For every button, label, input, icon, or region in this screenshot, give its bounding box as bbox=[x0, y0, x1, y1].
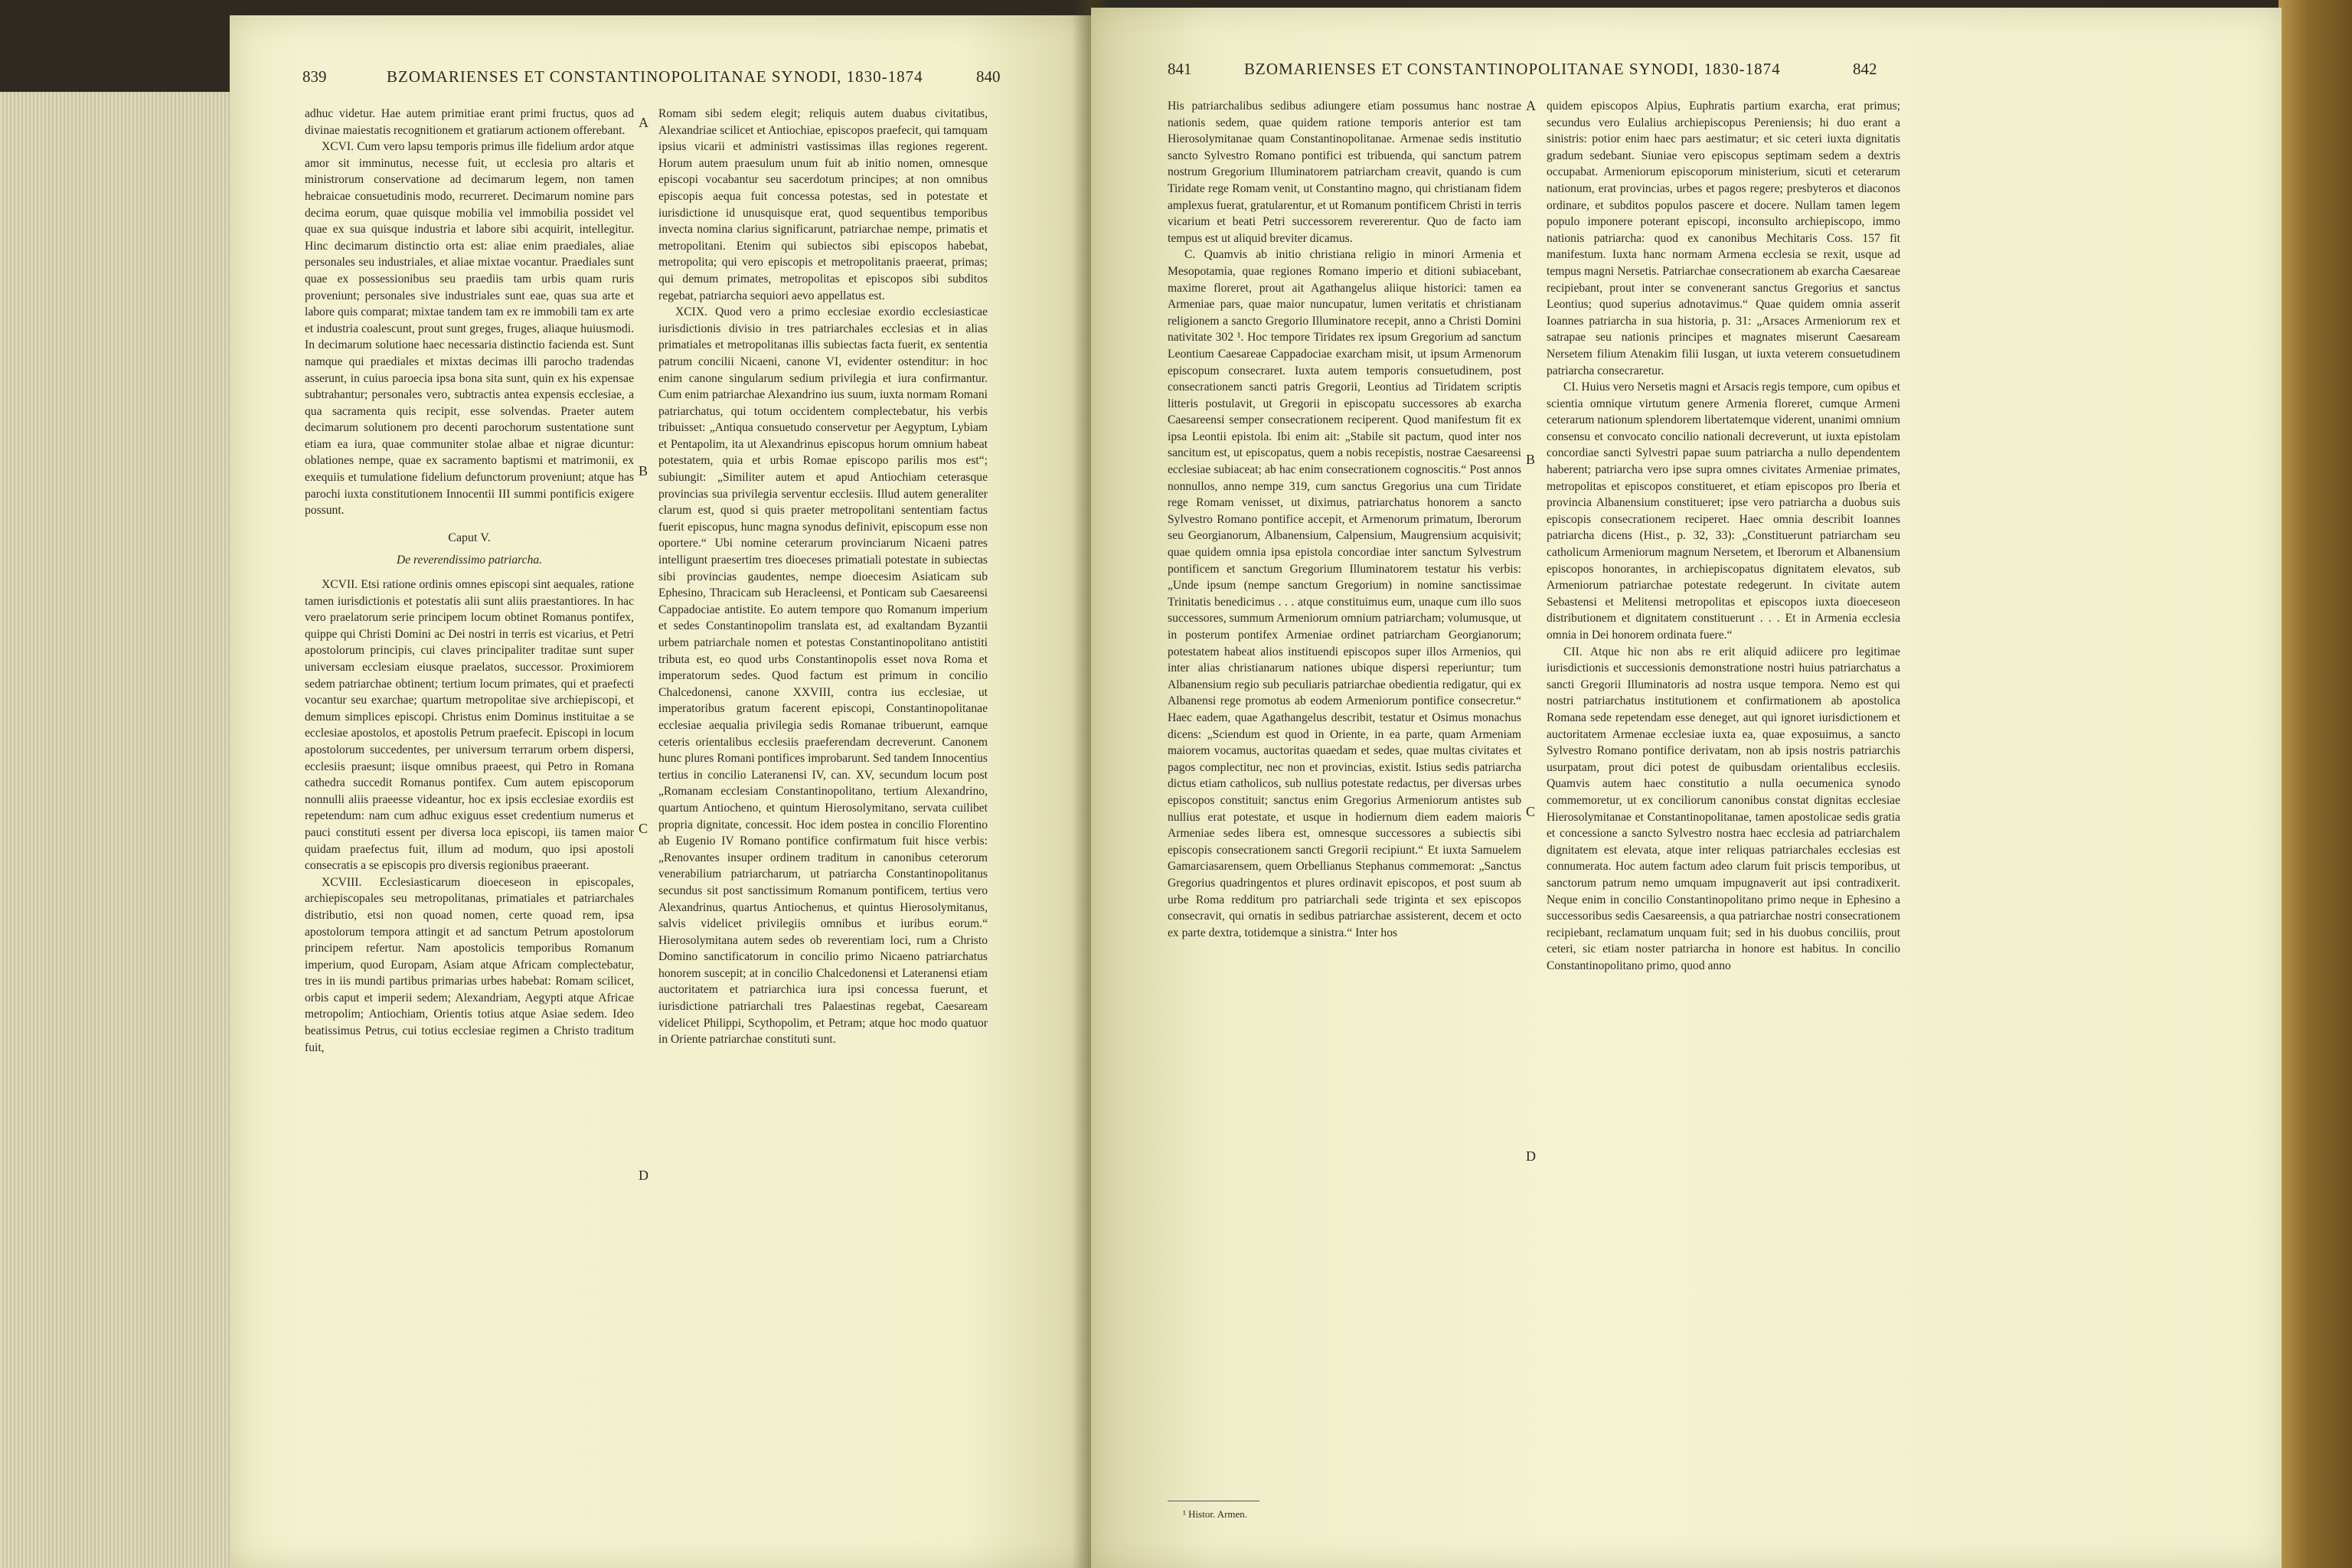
running-header-right: BZOMARIENSES ET CONSTANTINOPOLITANAE SYNODI, 1830-1874 bbox=[1244, 60, 1781, 78]
paragraph: adhuc videtur. Hae autem primitiae erant primi fructus, quos ad divinae maiestatis recognitionem et gratiarum actionem offerebant. bbox=[305, 107, 634, 137]
margin-marker-d: D bbox=[1526, 1148, 1536, 1164]
margin-marker-d: D bbox=[639, 1168, 648, 1183]
margin-marker-c: C bbox=[1526, 804, 1536, 819]
paragraph: quidem episcopos Alpius, Euphratis partium exarcha, erat primus; secundus vero Eulalius archiepiscopus Pereniensis; hi duo erant a sinistris: potior enim haec pars aestimatur; et sic ceteri iuxta dignitatis gradum sedebant. Siuniae vero episcopus septimam sedem a dextris occupabat. Armeniorum episcoporum ministerium, sicuti et ceterarum nationum, erat provincias, urbes et pagos regere; presbyteros et diaconos ordinare, et subditos populos pascere et docere. Nullam tamen legem populo imponere poterant episcopi, inconsulto archiepiscopo, immo nationis patriarcha: quod ex canonibus Mechitaris Coss. 157 fit manifestum. Iuxta hanc normam Armena ecclesia se rexit, usque ad tempus magni Nersetis. Patriarchae consecrationem ab exarcha Caesareae recipiebant, prout inter se convenerant sanctus Gregorius et sanctus Leontius; quod superius adnotavimus.“ Quae quidem omnia asserit Ioannes patriarcha in sua historia, p. 31: „Arsaces Armeniorum rex et satrapae seu nationis principes et magnates miserunt Caesaream Nersetem filium Atenakim filii Iusgan, ut iuxta veterem consuetudinem patriarcha consecraretur. bbox=[1547, 100, 1900, 377]
right-page bbox=[1091, 8, 2282, 1568]
column-text-block bbox=[305, 106, 634, 519]
margin-marker-b: B bbox=[639, 463, 648, 479]
right-page-column-2 bbox=[1547, 98, 1900, 974]
left-page-column-1 bbox=[305, 106, 634, 1056]
paragraph: XCVII. Etsi ratione ordinis omnes episcopi sint aequales, ratione tamen iurisdictionis et potestatis alii sunt aliis praestantiores. In hac vero praelatorum serie principem locum obtinet Romanus pontifex, quippe qui Christi Domini ac Dei nostri in terris est vicarius, et Petri apostolorum principis, cui claves principaliter traditae sunt super universam ecclesiam eiusque praelatos, successor. Proximiorem sedem patriarchae obtinent; tertium locum primates, qui et praefecti vocantur seu exarchae; quartum metropolitae sive archiepiscopi, et demum simplices episcopi. Christus enim Dominus instituitae a se ecclesiae apostolos, et apostolis Petrum praefecit. Episcopi in locum apostolorum succedentes, per universum terrarum orbem dispersi, ecclesiis praesunt; iisque omnibus praeest, qui Petro in Romana cathedra succedit Romanus pontifex. Cum autem episcoporum nonnulli aliis praeesse videantur, hoc ex ipsis ecclesiae exordiis est repetendum: nam cum adhuc exiguus esset credentium numerus et pauci constituti essent per diversa loca episcopi, iis tamen maior quidam praefectus fuit, illum ad modum, quo ipsi apostoli consecratis a se episcopis pro diversis regionibus praeerant. bbox=[305, 578, 634, 873]
chapter-title: De reverendissimo patriarcha. bbox=[396, 554, 543, 567]
paragraph: XCVI. Cum vero lapsu temporis primus ille fidelium ardor atque amor sit imminutus, necesse fuit, ut ecclesia pro altaris et ministrorum conservatione ad decimarum legem, non tamen hebraicae consuetudinis modo, recurreret. Decimarum nomine pars decima eorum, quae quisque mobilia vel immobilia possidet vel quae ex sua quisque industria et labore sibi acquirit, intellegitur. Hinc decimarum distinctio orta est: aliae enim praediales, aliae personales seu industriales, et aliae mixtae vocantur. Praediales sunt quae ex possessionibus seu praediis tam urbis quam ruris proveniunt; personales sive industriales sunt eae, quas sua arte et labore quis comparat; mixtae tandem tam ex re immobili tam ex arte et industria coalescunt, prout sunt greges, fruges, aliaque huiusmodi. In decimarum solutione haec necessaria distinctio facienda est. Sunt namque qui praediales et mixtas decimas illi parocho tradendas asserunt, in cuius paroecia ipsa bona sita sunt, quin ex his expensae subtrahantur; personales vero, subtractis antea expensis ecclesiae, a qua sacramenta quis recipit, esse solvendas. Praeter autem decimarum solutionem pro decenti parochorum sustentatione sunt etiam ea iura, quae communiter stolae albae et nigrae dicuntur: oblationes nempe, quae ex sacramento baptismi et matrimonii, ex exequiis et tumulatione fidelium defunctorum proveniunt; atque has parochi iuxta constitutionem Innocentii III summi pontificis exigere possunt. bbox=[305, 140, 634, 518]
chapter-heading: Caput V. bbox=[448, 531, 491, 544]
page-number-840: 840 bbox=[976, 67, 1001, 86]
margin-marker-a: A bbox=[1526, 98, 1536, 113]
book-cover-edge bbox=[2278, 0, 2352, 1568]
page-edges-left bbox=[0, 92, 253, 1568]
page-number-841: 841 bbox=[1168, 60, 1192, 78]
paragraph: XCIX. Quod vero a primo ecclesiae exordio ecclesiasticae iurisdictionis divisio in tres patriarchales ecclesias et in alias primatiales et metropolitanas illis subiectas facta fuerit, ex sententia patrum concilii Nicaeni, canone VI, evidenter ostenditur: in hoc enim canone singularum sedium privilegia et iura confirmantur. Cum enim patriarchae Alexandrino ius suum, iuxta normam Romani patriarchatus, qui totum occidentem complectebatur, his verbis tribuisset: „Antiqua consuetudo conservetur per Aegyptum, Lybiam et Pentapolim, ita ut Alexandrinus episcopus horum omnium habeat potestatem, quia et urbis Romae episcopo parilis mos est“; subiungit: „Similiter autem et apud Antiochiam ceterasque provincias sua privilegia serventur ecclesiis. Illud autem generaliter clarum est, quod si quis praeter metropolitani sententiam factus fuerit episcopus, hunc magna synodus definivit, episcopum esse non oportere.“ Ubi nomine ceterarum provinciarum Nicaeni patres intelligunt praesertim tres dioeceses primatiali potestate in subiectas sibi provincias gaudentes, nempe dioecesim Asiaticam sub Ephesino, Thracicam sub Heracleensi, et Ponticam sub Caesareensi Cappadociae antistite. Eo autem tempore quo Romanum imperium et sedes Constantinopolim translata est, ad exaltandam Byzantii urbem patriarchale nomen et potestas Constantinopolitano antistiti tributa est, eo quod urbs Constantinopolis esset nova Roma et imperatorum sedes. Quod factum est primum in concilio Chalcedonensi, canone XXVIII, contra ius ecclesiae, ut imperatoribus gratum facerent episcopi, Constantinopolitanae ecclesiae aequalia privilegia sedis Romanae tribuerunt, eamque ceteris orientalibus ecclesiis praeferendam decreverunt. Canonem hunc plures Romani pontifices improbarunt. Sed tandem Innocentius tertius in concilio Lateranensi IV, can. XV, secundum locum post „Romanam ecclesiam Constantinopolitano, tertium Alexandrino, quartum Antiocheno, et quintum Hierosolymitano, servata cuilibet propria dignitate, concessit. Hoc idem postea in concilio Florentino ab Eugenio IV Romano pontifice confirmatum fuit hisce verbis: „Renovantes insuper ordinem traditum in canonibus ceterorum venerabilium patriarcharum, ut patriarcha Constantinopolitanus secundus sit post sanctissimum Romanum pontificem, tertius vero Alexandrinus, quartus Antiochenus, et quintus Hierosolymitanus, salvis videlicet privilegiis omnibus et iuribus eorum.“ Hierosolymitana autem sedes ob reverentiam loci, rum a Christo Domino sanctificatorum in concilio primo Nicaeno patriarchatus honorem suscepit; at in concilio Chalcedonensi et Lateranensi etiam auctoritatem et patriarchica iura ipsi concessa fuerunt, et iurisdictione patriarchali tres Palaestinas regebat, Caesaream videlicet Philippi, Scythopolim, et Petram; atque hoc modo quatuor in Oriente patriarchae constituti sunt. bbox=[658, 305, 988, 1047]
paragraph: CI. Huius vero Nersetis magni et Arsacis regis tempore, cum opibus et scientia omnique virtutum genere Armenia floreret, cumque Armeni ceterarum nationum splendorem libertatemque viderent, unanimi omnium consensu et convocato concilio nationali decreverunt, ut iuxta epistolam concordiae sancti Sylvestri papae suum patriarcha a nullo dependentem haberent; patriarcha vero ipse supra omnes civitates Armeniae primates, metropolitas et episcopos constitueret, et etiam episcopos pro Iberia et provincia Albanensium constitueret; ipse vero patriarcha a duobus suis episcopis consecrationem reciperet. Haec omnia describit Ioannes patriarcha dicens (Hist., p. 32, 33): „Constituerunt patriarcham seu catholicum Armeniorum magnum Nersetem, et Iberorum et Albanensium episcopos honorantes, in archiepiscopatus dignitatem elevatos, sub Armeniorum patriarchae potestate redegerunt. In civitate autem Sebastensi et Melitensi metropolitas et episcopos iuxta dioeceseon distributionem et dignitatem constituerunt . . . Et in Armenia ecclesia omnia in Dei honorem ordinata fuere.“ bbox=[1547, 381, 1900, 642]
page-number-839: 839 bbox=[302, 67, 327, 86]
column-text-block bbox=[305, 577, 634, 1056]
running-header-left: BZOMARIENSES ET CONSTANTINOPOLITANAE SYNODI, 1830-1874 bbox=[387, 67, 923, 86]
page-number-842: 842 bbox=[1853, 60, 1877, 78]
paragraph: C. Quamvis ab initio christiana religio in minori Armenia et Mesopotamia, quae regiones Romano imperio et ditioni subiacebant, maxime floreret, prout ait Agathangelus aliique historici: tamen ea Armeniae pars, quae maior nuncupatur, lumen veritatis et christianam religionem a sancto Gregorio Illuminatore recepit, anno a Christi Domini nativitate 302 ¹. Hoc tempore Tiridates rex ipsum Gregorium ad sanctum Leontium Caesareae Cappadociae exarcham misit, ut ipsum Armenorum episcopum consecraret. Iuxta autem temporis consuetudinem, post consecrationem sancti patris Gregorii, Leontius ad Tiridatem scriptis litteris postulavit, ut Gregorii in episcopatu successores ab exarcha Caesareensi semper consecrationem reciperent. Quod manifestum fit ex ipsa Leontii epistola. Ibi enim ait: „Stabile sit pactum, quod inter nos sancitum est, ut episcopatus, quem a nobis recepistis, nostrae Caesareensi ecclesiae subiaceat; ab hac enim consecrationem cognoscitis.“ Post annos nonnullos, anno nempe 319, cum sanctus Gregorius una cum Tiridate rege Romam venisset, ut diximus, patriarchatus honorem a sancto Sylvestro Romano pontifice accepit, et Armenorum primatum, Iberorum seu Georgianorum, Albanensium, Calpensium, Maugrensium acquisivit; quae quidem omnia ipsa epistola concordiae inter sanctum Sylvestrum pontificem et sanctum Gregorium Illuminatorem testatur his verbis: „Unde ipsum (nempe sanctum Gregorium) in nomine sanctissimae Trinitatis benedicimus . . . atque constituimus eum, unaque cum illo suos successores, summum Armeniorum omnium patriarcham; volumusque, ut in posterum pontifex Armeniae ordinet patriarcham Georgianorum; potestatem habeat alios instituendi episcopos super illos Armenios, qui inter alias christianarum nationes ubique dispersi reperiuntur; tum Albanensium regio sub peculiaris patriarchae obedientia redigatur, qui ex Albanensi rege promotus ab eodem Armeniorum pontifice consecretur.“ Haec eadem, quae Agathangelus describit, testatur et Osimus monachus dicens: „Sciendum est quod in Oriente, in ea parte, quam Armeniam maiorem vocamus, auctoritas quaedam et sedes, quae multas civitates et pagos complectitur, nec non et provincias, existit. Istius sedis patriarcha dictus etiam catholicos, sub nullius potestate redactus, per diversas urbes episcopos constituit; sanctus enim Gregorius Armeniorum antistes sub nullius erat potestate, et usque in hodiernum diem eadem maioris Armeniae sedes libera est, omnesque successores a subiectis sibi episcopis consecrationem sancti Gregorii recipiunt.“ Et iuxta Samuelem Gamarciasarensem, quem Orbellianus Stephanus commemorat: „Sanctus Gregorius quadringentos et plures ordinavit episcopos, et post suum ab urbe Roma redditum pro patriarchali sede triginta et sex episcopos consecravit, qui ornatis in sedibus patriarchae assisterent, decem et octo ex parte dextra, totidemque a sinistra.“ Inter hos bbox=[1168, 248, 1521, 939]
paragraph: His patriarchalibus sedibus adiungere etiam possumus hanc nostrae nationis sedem, quae quidem ratione temporis anterior est tam Hierosolymitanae quam Constantinopolitanae. Armenae sedis institutio sancto Sylvestro Romano pontifici est tribuenda, qui sanctum patrem nostrum Gregorium Illuminatorem patriarcham creavit, quando is cum Tiridate rege Romam venit, ut Constantino magno, qui christianam fidem amplexus fuerat, gratularentur, et ut Romanum pontificem Christi in terris vicarium et beati Petri successorem revererentur. Quo de facto iam tempus est ut aliquid breviter dicamus. bbox=[1168, 100, 1521, 245]
paragraph: XCVIII. Ecclesiasticarum dioeceseon in episcopales, archiepiscopales seu metropolitanas, primatiales et patriarchales distributio, etsi non quoad nomen, certe quoad rem, ipsa apostolorum tempora attingit et ad sanctum Petrum apostolorum principem refertur. Nam apostolicis temporibus Romanum imperium, quod Europam, Asiam atque Africam complectebatur, tres in iis mundi partibus primarias urbes habebat: Romam scilicet, orbis caput et imperii sedem; Alexandriam, Aegypti atque Africae metropolim; Antiochiam, Orientis totius atque Asiae sedem. Ideo beatissimus Petrus, cui totius ecclesiae regimen a Christo traditum fuit, bbox=[305, 875, 634, 1054]
footnote: ¹ Histor. Armen. bbox=[1183, 1508, 1248, 1520]
right-page-column-1 bbox=[1168, 98, 1521, 941]
margin-marker-c: C bbox=[639, 821, 648, 836]
paragraph: CII. Atque hic non abs re erit aliquid adiicere pro legitimae iurisdictionis et successionis demonstratione nostri huius patriarchatus a sancti Gregorii Illuminatoris ad nostra usque tempora. Nemo est qui nostri patriarchatus institutionem et confirmationem ab apostolica Romana sede repetendam esse deneget, aut qui ignoret iurisdictionem et auctoritatem Armenae ecclesiae iuxta ea, quae exposuimus, a sancto Sylvestro Romano pontifice derivatam, non ab ipsis nostris patriarchis usurpatam, prout dici potest de quibusdam orientalibus ecclesiis. Quamvis autem haec constitutio a nulla oecumenica synodo commemoretur, ut ex conciliorum canonibus constat dignitas ecclesiae Hierosolymitanae et Constantinopolitanae, tamen apostolicae sedis gratia et concessione a sancto Sylvestro nostra haec ecclesia ad patriarchalem dignitatem est elevata, atque inter reliquas patriarchales ecclesias est connumerata. Hoc autem factum adeo clarum fuit priscis temporibus, ut sanctorum patrum nemo umquam impugnaverit aut ipsi contradixerit. Neque enim in concilio Constantinopolitano primo neque in Ephesino a successoribus sedis Caesareensis, a qua patriarchae nostri consecrationem recipiebant, reclamatum unquam fuit; sed in his duobus conciliis, prout ceteri, sic etiam noster patriarcha in honore est habitus. In concilio Constantinopolitano primo, quod anno bbox=[1547, 645, 1900, 972]
paragraph: Romam sibi sedem elegit; reliquis autem duabus civitatibus, Alexandriae scilicet et Antiochiae, episcopos praefecit, qui tamquam ipsius vicarii et administri vastissimas illas regiones regerent. Horum autem praesulum unum fuit ab initio nomen, omnesque episcopi vocabantur seu sacerdotum principes; at non omnibus episcopis aequa fuit concessa potestas, sed in potestate et iurisdictione id unusquisque erat, quod sequentibus temporibus invecta nomina clarius significarunt, patriarchae nempe, primatis et metropolitani. Etenim qui subiectos sibi episcopos habebat, metropolita; qui vero episcopis et metropolitanis praeerat, primas; qui demum primates, metropolitas et episcopos sibi subditos regebat, patriarcha sequiori aevo appellatus est. bbox=[658, 107, 988, 302]
left-page-column-2 bbox=[658, 106, 988, 1048]
margin-marker-b: B bbox=[1526, 452, 1536, 467]
left-page bbox=[230, 15, 1091, 1568]
margin-marker-a: A bbox=[639, 115, 648, 130]
